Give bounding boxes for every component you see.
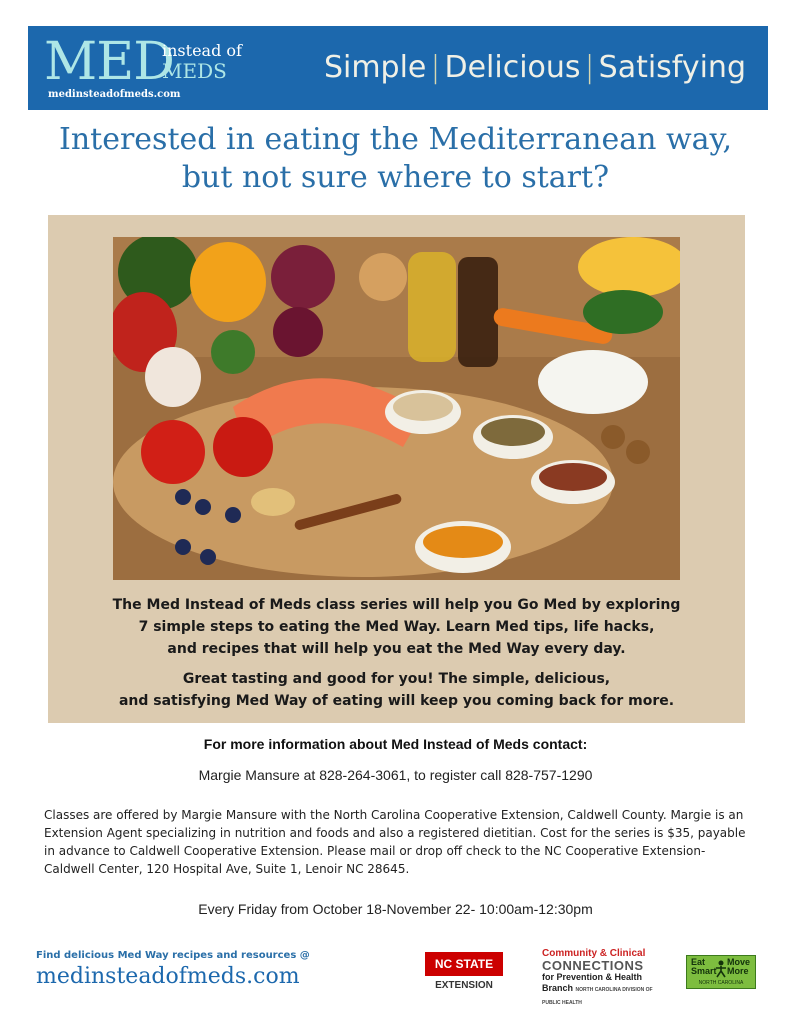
logo-med-text: MED <box>44 32 174 92</box>
mediterranean-food-photo <box>113 237 680 580</box>
description-paragraph-1 <box>48 594 745 660</box>
headline-line-2: but not sure where to start? <box>181 160 610 195</box>
nc-state-logo: NC STATE <box>425 952 503 976</box>
yogurt-bowl <box>538 350 648 414</box>
tomato <box>141 420 205 484</box>
eat-smart-move-more-logo <box>686 955 756 989</box>
ccc-division: NORTH CAROLINA DIVISION OF PUBLIC HEALTH <box>542 987 653 1006</box>
description-line: 7 simple steps to eating the Med Way. Learn Med tips, life hacks, <box>138 619 655 635</box>
logo-instead-text: instead of <box>162 41 242 60</box>
esmm-eat-smart: Eat Smart <box>691 957 717 976</box>
community-clinical-connections-logo <box>542 948 654 1009</box>
red-onion <box>271 245 335 309</box>
class-details: Classes are offered by Margie Mansure with the North Carolina Cooperative Extension, Caldwell County. Margie is an Extension Agent specializing in nutrition and foods and also a registered dietitian. Cost for the series is $35, payable in advance to Caldwell Cooperative Extension. Please mail or drop off check to the NC Cooperative Extension- Caldwell Center, 120 Hospital Ave, Suite 1, Lenoir NC 28645. <box>44 808 746 876</box>
description-line: and satisfying Med Way of eating will keep you coming back for more. <box>118 693 675 709</box>
site-link[interactable]: medinsteadofmeds.com <box>36 964 300 989</box>
ccc-branch: Branch <box>542 983 574 993</box>
esmm-north-carolina: NORTH CAROLINA <box>698 980 744 986</box>
contact-line: Margie Mansure at 828-264-3061, to register call 828-757-1290 <box>198 767 593 783</box>
garlic <box>145 347 201 407</box>
olive-oil-bottle <box>408 252 456 362</box>
description-line: and recipes that will help you eat the Med Way every day. <box>167 641 626 657</box>
page-headline <box>0 121 791 197</box>
esmm-move-more: Move More <box>727 957 751 976</box>
tagline-satisfying: Satisfying <box>598 50 746 85</box>
description-line: Great tasting and good for you! The simple, delicious, <box>182 671 611 687</box>
tagline-delicious: Delicious <box>444 50 581 85</box>
ccc-line-4 <box>542 983 654 1009</box>
description-line: The Med Instead of Meds class series will help you Go Med by exploring <box>112 597 681 613</box>
yellow-pepper <box>190 242 266 322</box>
header-banner <box>28 26 768 110</box>
vinegar-bottle <box>458 257 498 367</box>
nc-state-extension-text: EXTENSION <box>435 980 493 991</box>
tagline <box>324 50 746 86</box>
tomato <box>213 417 273 477</box>
tagline-separator: | <box>430 50 441 85</box>
logo-meds-text: MEDS <box>162 59 227 83</box>
description-paragraph-2 <box>48 668 745 712</box>
find-recipes-text: Find delicious Med Way recipes and resources @ <box>36 950 310 961</box>
onion <box>359 253 407 301</box>
ccc-line-1: Community & Clinical <box>542 948 646 959</box>
logo-url[interactable]: medinsteadofmeds.com <box>48 89 181 100</box>
tagline-simple: Simple <box>323 50 427 85</box>
contact-heading: For more information about Med Instead of Meds contact: <box>203 736 588 752</box>
ccc-line-3: for Prevention & Health <box>542 972 643 982</box>
food-illustration <box>113 237 680 580</box>
tagline-separator: | <box>584 50 595 85</box>
headline-line-1: Interested in eating the Mediterranean way, <box>58 122 733 157</box>
person-icon <box>715 960 727 978</box>
ccc-line-2: CONNECTIONS <box>542 958 644 973</box>
schedule-line: Every Friday from October 18-November 22- 10:00am-12:30pm <box>198 901 593 917</box>
